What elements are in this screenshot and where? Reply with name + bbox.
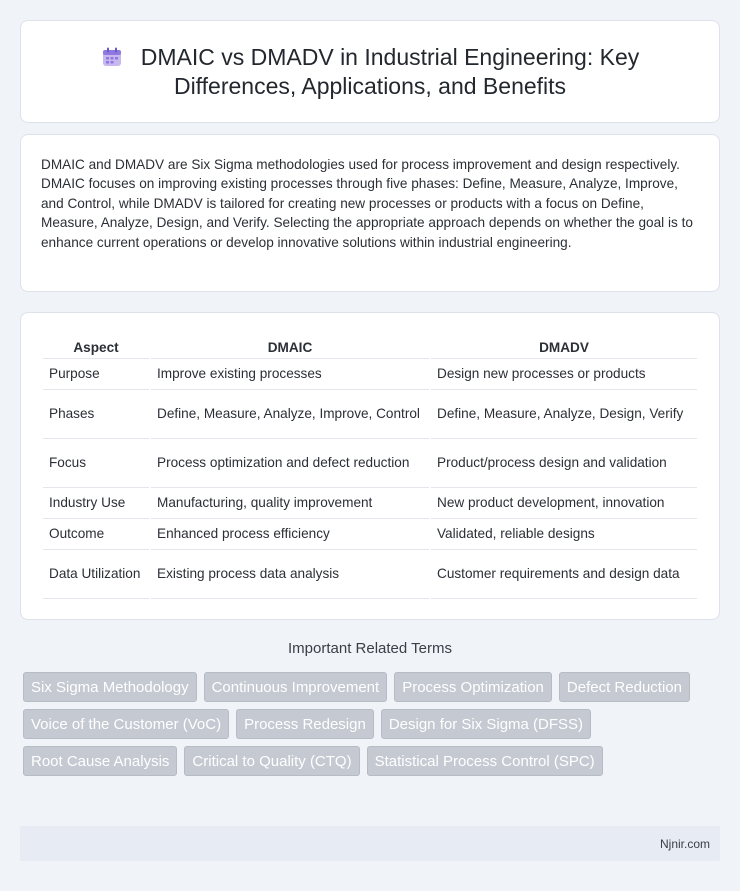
table-cell: Define, Measure, Analyze, Improve, Control: [151, 390, 429, 439]
title-wrap: [21, 21, 719, 122]
term-tag[interactable]: Process Optimization: [394, 672, 552, 702]
table-cell: Existing process data analysis: [151, 550, 429, 599]
term-tag[interactable]: Defect Reduction: [559, 672, 690, 702]
term-tag[interactable]: Critical to Quality (CTQ): [184, 746, 359, 776]
table-cell: Process optimization and defect reduction: [151, 439, 429, 488]
intro-card: [20, 134, 720, 292]
header-dmadv: DMADV: [431, 333, 697, 359]
table-cell: Customer requirements and design data: [431, 550, 697, 599]
term-tag[interactable]: Voice of the Customer (VoC): [23, 709, 229, 739]
term-tag[interactable]: Process Redesign: [236, 709, 374, 739]
table-cell: Validated, reliable designs: [431, 519, 697, 550]
table-cell: Product/process design and validation: [431, 439, 697, 488]
table-cell: Data Utilization: [43, 550, 149, 599]
table-cell: Outcome: [43, 519, 149, 550]
table-cell: Industry Use: [43, 488, 149, 519]
table-cell: New product development, innovation: [431, 488, 697, 519]
footer-site-label: Njnir.com: [659, 836, 710, 851]
table-cell: Improve existing processes: [151, 359, 429, 390]
title-card: [20, 20, 720, 123]
table-cell: Phases: [43, 390, 149, 439]
footer: [20, 826, 720, 861]
calendar-icon: [101, 46, 123, 68]
related-terms-title: Important Related Terms: [288, 640, 452, 657]
intro-paragraph: DMAIC and DMADV are Six Sigma methodologies used for process improvement and design respectively. DMAIC focuses on improving existing processes through five phases: Define, Measure, Analyze, Improve, and Control, while DMADV is tailored for creating new processes or products with a focus on Define, Measure, Analyze, Design, and Verify. Selecting the appropriate approach depends on whether the goal is to enhance current operations or develop innovative solutions within industrial engineering.: [41, 157, 693, 250]
comparison-table: [41, 333, 699, 599]
table-row: [43, 488, 697, 519]
table-cell: Enhanced process efficiency: [151, 519, 429, 550]
table-row: [43, 550, 697, 599]
table-row: [43, 519, 697, 550]
table-header-row: [43, 333, 697, 359]
table-cell: Define, Measure, Analyze, Design, Verify: [431, 390, 697, 439]
table-row: [43, 359, 697, 390]
table-cell: Design new processes or products: [431, 359, 697, 390]
comparison-card: [20, 312, 720, 620]
header-aspect: Aspect: [43, 333, 149, 359]
table-cell: Purpose: [43, 359, 149, 390]
table-row: [43, 390, 697, 439]
page-title-text: DMAIC vs DMADV in Industrial Engineering: Key Differences, Applications, and Benefits: [140, 43, 640, 99]
table-cell: Manufacturing, quality improvement: [151, 488, 429, 519]
header-dmaic: DMAIC: [151, 333, 429, 359]
term-tag[interactable]: Root Cause Analysis: [23, 746, 177, 776]
term-tag[interactable]: Continuous Improvement: [204, 672, 388, 702]
term-tag[interactable]: Statistical Process Control (SPC): [367, 746, 603, 776]
table-cell: Focus: [43, 439, 149, 488]
term-tag[interactable]: Design for Six Sigma (DFSS): [381, 709, 591, 739]
term-tag[interactable]: Six Sigma Methodology: [23, 672, 197, 702]
related-terms-list: [23, 672, 713, 776]
table-row: [43, 439, 697, 488]
page-title: [61, 43, 679, 101]
